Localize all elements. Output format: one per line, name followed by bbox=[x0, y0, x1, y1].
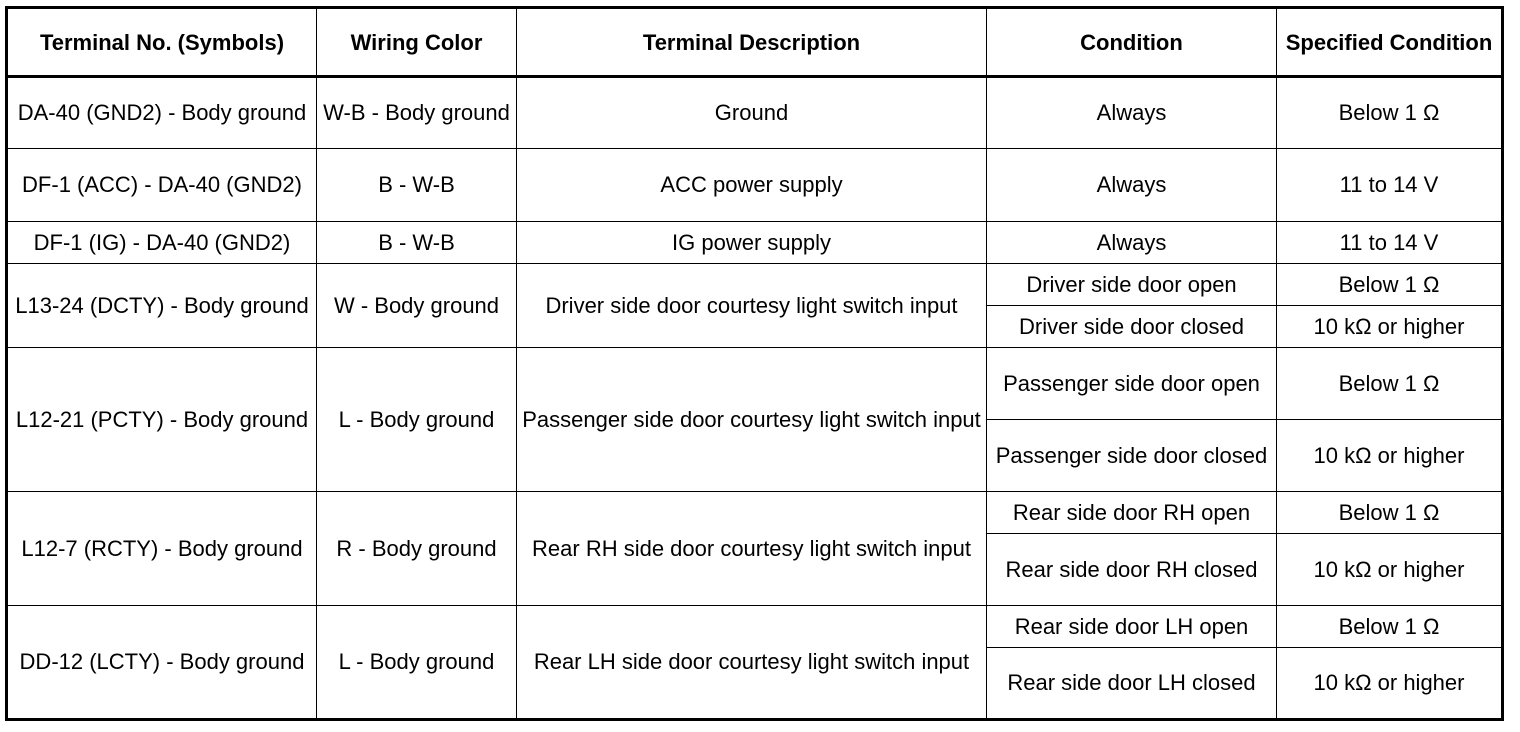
condition-cell: Always bbox=[987, 149, 1277, 222]
specified-cell: 10 kΩ or higher bbox=[1277, 648, 1503, 720]
header-wiring-color: Wiring Color bbox=[317, 8, 517, 77]
wiring-cell: W - Body ground bbox=[317, 264, 517, 348]
table-row bbox=[7, 492, 1503, 534]
condition-cell: Rear side door LH closed bbox=[987, 648, 1277, 720]
table-row bbox=[7, 264, 1503, 306]
table-row bbox=[7, 77, 1503, 149]
wiring-cell: B - W-B bbox=[317, 149, 517, 222]
specified-cell: 10 kΩ or higher bbox=[1277, 534, 1503, 606]
terminal-cell: DD-12 (LCTY) - Body ground bbox=[7, 606, 317, 720]
specified-cell: Below 1 Ω bbox=[1277, 492, 1503, 534]
terminal-cell: DA-40 (GND2) - Body ground bbox=[7, 77, 317, 149]
specified-cell: Below 1 Ω bbox=[1277, 348, 1503, 420]
condition-cell: Passenger side door closed bbox=[987, 420, 1277, 492]
table-row bbox=[7, 149, 1503, 222]
table-header bbox=[7, 8, 1503, 77]
header-specified-condition: Specified Condition bbox=[1277, 8, 1503, 77]
terminal-cell: DF-1 (ACC) - DA-40 (GND2) bbox=[7, 149, 317, 222]
description-cell: Driver side door courtesy light switch input bbox=[517, 264, 987, 348]
wiring-cell: W-B - Body ground bbox=[317, 77, 517, 149]
terminal-table bbox=[5, 6, 1504, 721]
condition-cell: Passenger side door open bbox=[987, 348, 1277, 420]
specified-cell: Below 1 Ω bbox=[1277, 264, 1503, 306]
table-row bbox=[7, 606, 1503, 648]
specified-cell: 10 kΩ or higher bbox=[1277, 420, 1503, 492]
condition-cell: Rear side door LH open bbox=[987, 606, 1277, 648]
header-terminal: Terminal No. (Symbols) bbox=[7, 8, 317, 77]
condition-cell: Driver side door closed bbox=[987, 306, 1277, 348]
terminal-cell: DF-1 (IG) - DA-40 (GND2) bbox=[7, 222, 317, 264]
wiring-cell: B - W-B bbox=[317, 222, 517, 264]
terminal-cell: L12-21 (PCTY) - Body ground bbox=[7, 348, 317, 492]
condition-cell: Always bbox=[987, 222, 1277, 264]
wiring-cell: L - Body ground bbox=[317, 606, 517, 720]
table-row bbox=[7, 348, 1503, 420]
wiring-cell: R - Body ground bbox=[317, 492, 517, 606]
specified-cell: 11 to 14 V bbox=[1277, 222, 1503, 264]
condition-cell: Driver side door open bbox=[987, 264, 1277, 306]
terminal-cell: L13-24 (DCTY) - Body ground bbox=[7, 264, 317, 348]
header-condition: Condition bbox=[987, 8, 1277, 77]
terminal-cell: L12-7 (RCTY) - Body ground bbox=[7, 492, 317, 606]
specified-cell: Below 1 Ω bbox=[1277, 606, 1503, 648]
description-cell: Rear LH side door courtesy light switch input bbox=[517, 606, 987, 720]
table-body bbox=[7, 77, 1503, 720]
header-terminal-description: Terminal Description bbox=[517, 8, 987, 77]
condition-cell: Rear side door RH open bbox=[987, 492, 1277, 534]
header-row bbox=[7, 8, 1503, 77]
description-cell: ACC power supply bbox=[517, 149, 987, 222]
condition-cell: Rear side door RH closed bbox=[987, 534, 1277, 606]
description-cell: Passenger side door courtesy light switch input bbox=[517, 348, 987, 492]
specified-cell: 11 to 14 V bbox=[1277, 149, 1503, 222]
specified-cell: Below 1 Ω bbox=[1277, 77, 1503, 149]
terminal-table-container bbox=[5, 6, 1504, 721]
condition-cell: Always bbox=[987, 77, 1277, 149]
description-cell: Rear RH side door courtesy light switch input bbox=[517, 492, 987, 606]
wiring-cell: L - Body ground bbox=[317, 348, 517, 492]
description-cell: IG power supply bbox=[517, 222, 987, 264]
table-row bbox=[7, 222, 1503, 264]
description-cell: Ground bbox=[517, 77, 987, 149]
specified-cell: 10 kΩ or higher bbox=[1277, 306, 1503, 348]
